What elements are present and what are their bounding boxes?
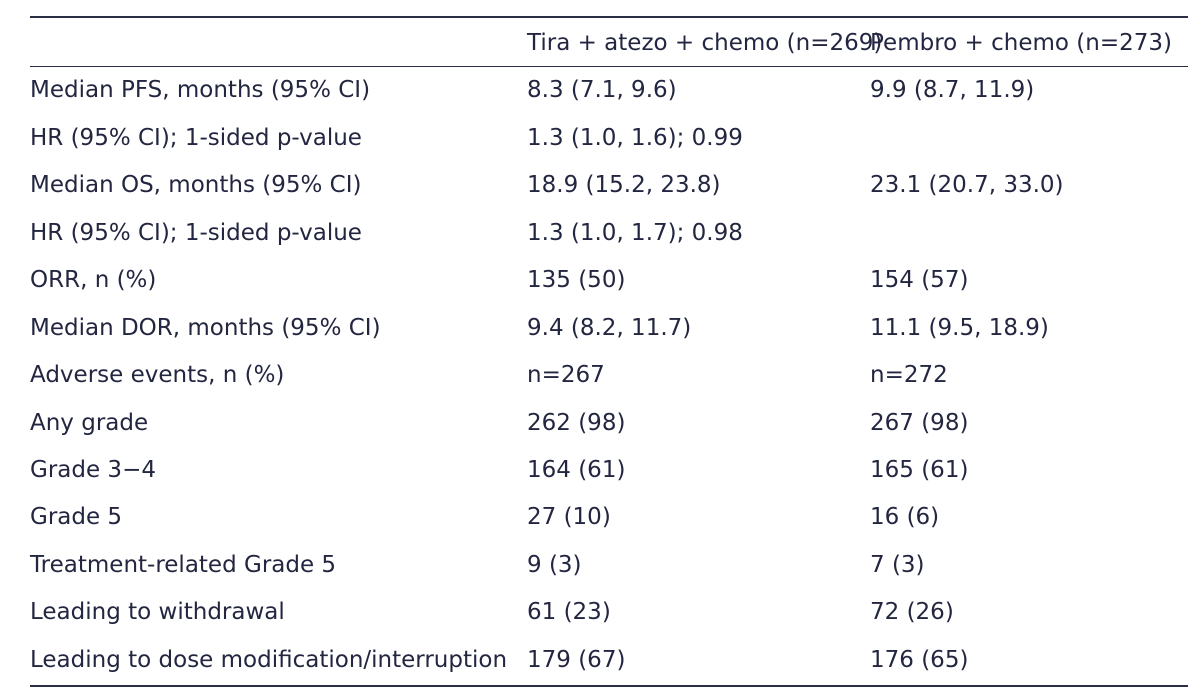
table-row [30, 589, 1188, 636]
row-label: HR (95% CI); 1-sided p-value [30, 219, 362, 246]
results-table-container [0, 16, 1200, 673]
table-row [30, 67, 1188, 115]
table-row [30, 162, 1188, 209]
row-value-arm1: 18.9 (15.2, 23.8) [527, 172, 721, 199]
table-row [30, 210, 1188, 257]
row-value-arm2 [870, 210, 1188, 257]
table-body [30, 67, 1188, 686]
row-label: Leading to withdrawal [30, 599, 285, 626]
row-label: Leading to dose modification/interruption [30, 637, 527, 686]
row-value-arm1: 9.4 (8.2, 11.7) [527, 314, 692, 341]
clinical-results-table [30, 16, 1188, 687]
row-value-arm2: 7 (3) [870, 551, 925, 578]
table-row [30, 542, 1188, 589]
row-label: Median OS, months (95% CI) [30, 172, 362, 199]
table-row [30, 400, 1188, 447]
row-value-arm2: 72 (26) [870, 599, 954, 626]
row-value-arm1: 179 (67) [527, 637, 870, 686]
row-value-arm1: 61 (23) [527, 599, 611, 626]
row-value-arm1: n=267 [527, 362, 605, 389]
row-label: HR (95% CI); 1-sided p-value [30, 124, 362, 151]
column-header-arm1: Tira + atezo + chemo (n=269) [527, 17, 870, 67]
row-value-arm1: 1.3 (1.0, 1.6); 0.99 [527, 124, 743, 151]
table-row [30, 115, 1188, 162]
row-value-arm2: 23.1 (20.7, 33.0) [870, 172, 1064, 199]
row-value-arm2: 267 (98) [870, 409, 969, 436]
row-value-arm2 [870, 115, 1188, 162]
table-row [30, 352, 1188, 399]
column-header-arm2: Pembro + chemo (n=273) [870, 17, 1188, 67]
row-value-arm2: 11.1 (9.5, 18.9) [870, 314, 1049, 341]
row-value-arm2: 154 (57) [870, 267, 969, 294]
row-label: Grade 5 [30, 504, 123, 531]
row-value-arm1: 1.3 (1.0, 1.7); 0.98 [527, 219, 743, 246]
table-row [30, 305, 1188, 352]
table-row [30, 447, 1188, 494]
row-value-arm1: 135 (50) [527, 267, 626, 294]
row-label: Treatment-related Grade 5 [30, 551, 337, 578]
table-row [30, 257, 1188, 304]
row-value-arm1: 262 (98) [527, 409, 626, 436]
row-value-arm2: 9.9 (8.7, 11.9) [870, 77, 1035, 104]
row-label: Median PFS, months (95% CI) [30, 77, 371, 104]
row-label: Median DOR, months (95% CI) [30, 314, 381, 341]
row-value-arm2: 16 (6) [870, 504, 940, 531]
row-label: Adverse events, n (%) [30, 362, 285, 389]
column-header-endpoint [30, 17, 527, 67]
table-row [30, 494, 1188, 541]
row-value-arm2: 176 (65) [870, 637, 1188, 686]
table-row [30, 637, 1188, 686]
row-value-arm1: 8.3 (7.1, 9.6) [527, 77, 677, 104]
row-label: ORR, n (%) [30, 267, 157, 294]
row-value-arm1: 9 (3) [527, 551, 582, 578]
table-header [30, 17, 1188, 67]
row-value-arm1: 27 (10) [527, 504, 611, 531]
row-value-arm2: n=272 [870, 362, 948, 389]
row-value-arm2: 165 (61) [870, 456, 969, 483]
row-label: Grade 3−4 [30, 456, 156, 483]
row-value-arm1: 164 (61) [527, 456, 626, 483]
row-label: Any grade [30, 409, 149, 436]
table-header-row [30, 17, 1188, 67]
